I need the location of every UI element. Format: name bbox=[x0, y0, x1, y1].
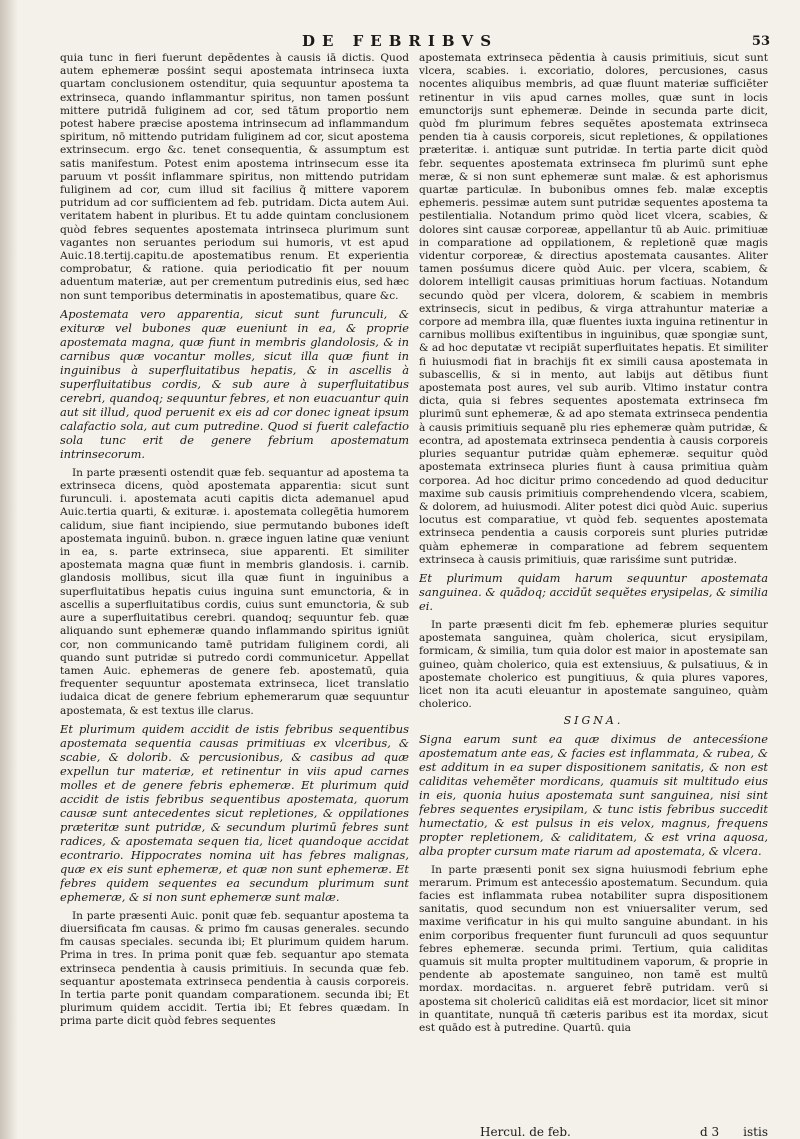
paragraph: Et plurimum quidam harum sequuntur apostemata sanguinea. & quādoq; accidūt sequĕtes erysipelas, & similia ei. bbox=[419, 570, 768, 613]
section-heading: SIGNA. bbox=[563, 714, 624, 728]
paragraph: Apostemata vero apparentia, sicut sunt furunculi, & exituræ vel bubones quæ eueniunt in ea, & proprie apostemata magna, quæ fiunt in membris glandolosis, & in carnibus quæ vocantur molles, sicut illa quæ fiunt in inguinibus à superfluitatibus hepatis, & in ascellis à superfluitatibus cordis, & sub aure à superfluitatibus cerebri, quandoq; sequuntur febres, et non euacuantur quin aut sit illud, quod peruenit ex eis ad cor donec igneat ipsum calafactio sola, aut cum putredine. Quod si fuerit calefactio sola tunc erit de genere febrium apostematum intrinsecorum. bbox=[60, 306, 409, 461]
text-columns bbox=[60, 52, 768, 1099]
paragraph: In parte præsenti ponit sex signa huiusmodi febrium ephe merarum. Primum est antecesśio apostematum. Secundum. quia facies est inflammata rubea notabiliter supra dispositionem sanitatis, quod secundum non est vniuersaliter verum, sed maxime verificatur in his qui multo sanguine abundant. in his enim corporibus frequenter fiunt furunculi ad quos sequuntur febres ephemeræ. secunda primi. Tertium, quia caliditas quamuis sit multa propter multitudinem vaporum, & proprie in pendente ab apostemate sanguineo, non tamĕ est multū mordax. mordacitas. n. argueret febrē putridam. verū si apostema sit cholericū caliditas eiā est mordacior, licet sit minor in quantitate, nunquā tñ cæteris paribus est ita mordax, sicut est quādo est à putredine. Quartū. quia bbox=[419, 863, 768, 1034]
paragraph: In parte præsenti dicit fm feb. ephemeræ pluries sequitur apostemata sanguinea, quàm cholerica, sicut erysipilam, formicam, & similia, tum quia dolor est maior in apostemate san guineo, quàm cholerico, quia est extensiuus, & pulsatiuus, & in apostemate cholerico est pungitiuus, & quia plures vapores, licet non ita acuti eleuantur in apostemate sanguineo, quàm cholerico. bbox=[419, 618, 768, 711]
signature-line: Hercul. de feb. bbox=[480, 1125, 571, 1139]
sheet-mark: d 3 bbox=[700, 1125, 720, 1139]
left-column bbox=[60, 52, 409, 1099]
paragraph: Signa earum sunt ea quæ diximus de antecesśione apostematum ante eas, & facies est inflammata, & rubea, & est additum in ea super dispositionem sanitatis, & non est caliditas vehemĕter mordicans, quamuis sit multitudo eius in eis, quonia huius apostemata sunt sanguinea, nisi sint febres sequentes erysipilam, & tunc istis febribus succedit humectatio, & est pulsus in eis velox, magnus, frequens propter repletionem, & caliditatem, & est vrina aquosa, alba propter cursum mate riarum ad apostemata, & vlcera. bbox=[419, 731, 768, 858]
gutter-shadow bbox=[0, 0, 18, 1139]
paragraph: Et plurimum quidem accidit de istis febribus sequentibus apostemata sequentia causas primitiuas ex vlceribus, & scabie, & dolorib. & percusionibus, & casibus ad quæ expellun tur materiæ, et retinentur in viis apud carnes molles et de genere febris ephemeræ. Et plurimum quid accidit de istis febribus sequentibus apostemata, quorum causæ sunt antecedentes sicut repletiones, & oppilationes præteritæ sunt putridæ, & secundum plurimū febres sunt radices, & apostemata sequen tia, licet quandoque accidat econtrario. Hippocrates nomina uit has febres malignas, quæ ex eis sunt ephemeræ, et quæ non sunt ephemeræ. Et febres quidem sequentes ea secundum plurimum sunt ephemeræ, & si non sunt ephemeræ sunt malæ. bbox=[60, 721, 409, 904]
page-number: 53 bbox=[751, 34, 770, 49]
paragraph: quia tunc in fieri fuerunt depĕdentes à causis iā dictis. Quod autem ephemeræ posśint sequi apostemata intrinseca iuxta quartam conclusionem ostenditur, quia sequuntur apostema ta extrinseca, quando inflammantur spiritus, non tamen posśunt mittere putridā fuliginem ad cor, sed tātum proportio nem potest habere præcise apostema intrinsecum ad inflammandum spiritum, nō mittendo putridam fuliginem ad cor, sicut apostema extrinsecum. ergo &c. tenet consequentia, & assumptum est satis manifestum. Potest enim apostema intrinsecum esse ita paruum vt posśit inflammare spiritus, non mittendo putridam fuliginem ad cor, cum illud sit facilius q̃ mittere vaporem putridum ad cor sufficientem ad feb. putridam. Dicta autem Aui. veritatem habent in pluribus. Et tu adde quintam conclusionem quòd febres sequentes apostemata intrinseca plurimum sunt vagantes non seruantes periodum sui humoris, vt est apud Auic.18.tertij.capitu.de apostematibus renum. Et experientia comprobatur, & ratione. quia periodicatio fit per nouum aduentum materiæ, aut per crementum putredinis eius, sed hæc non sunt temporibus determinatis in apostematibus, quare &c. bbox=[60, 52, 409, 302]
paragraph: In parte præsenti ostendit quæ feb. sequantur ad apostema ta extrinseca dicens, quòd apostemata apparentia: sicut sunt furunculi. i. apostemata acuti capitis dicta ademanuel apud Auic.tertia quarti, & exituræ. i. apostemata collegētia humorem calidum, siue fiant incipiendo, siue permutando bubones ideſt apostemata inguinū. bubon. n. græce inguen latine quæ veniunt in ea, s. parte extrinseca, siue apparenti. Et similiter apostemata magna quæ fiunt in membris glandosis. i. carnib. glandosis mollibus, sicut illa quæ fiunt in inguinibus a superfluitatibus hepatis cuius inguina sunt emunctoria, & in ascellis a superfluitatibus cordis, cuius sunt emunctoria, & sub aure a superfluitatibus cerebri. quandoq; sequuntur feb. quæ aliquando sunt ephemeræ quando inflammando spiritus igniūt cor, non communicando tamē putridam fuliginem cordi, ali quando sunt putridæ si putredo cordi communicetur. Appellat tamen Auic. ephemeras de genere feb. apostematū, quia frequenter sequuntur apostemata extrinseca, licet translatio iudaica dicat de genere febrium ephemerarum quæ sequuntur apostemata, & est textus ille clarus. bbox=[60, 466, 409, 717]
catchword: istis bbox=[743, 1125, 768, 1139]
paragraph: apostemata extrinseca pĕdentia à causis primitiuis, sicut sunt vlcera, scabies. i. excoriatio, dolores, percusiones, casus nocentes aliquibus membris, ad quæ fluunt materiæ sufficiĕter retinentur in viis apud carnes molles, quæ sunt in locis emunctorijs sunt ephemeræ. Deinde in secunda parte dicit, quòd fm plurimum febres sequĕtes apostemata extrinseca penden tia à causis corporeis, sicut repletiones, & oppilationes præteritæ. i. antiquæ sunt putridæ. In tertia parte dicit quòd febr. sequentes apostemata extrinseca fm plurimū sunt ephe meræ, & si non sunt ephemeræ sunt malæ. & est aphorismus quartæ particulæ. In bubonibus omnes feb. malæ exceptis ephemeris. pessimæ autem sunt putridæ sequentes apostema ta pestilentialia. Notandum primo quòd licet vlcera, scabies, & dolores sint causæ corporeæ, appellantur tū ab Auic. primitiuæ in comparatione ad oppilationem, & repletionē quæ magis videntur corporeæ, & directius apostemata causantes. Aliter tamen posśumus dicere quòd Auic. per vlcera, scabiem, & dolorem intelligit causas primitiuas horum factiuas. Notandum secundo quòd per vlcera, dolorem, & scabiem in membris extrinsecis, sicut in pedibus, & virga attrahuntur materiæ a corpore ad membra illa, quæ fluentes iuxta inguina retinentur in carnibus mollibus exiſtentibus in inguinibus, quæ spongiæ sunt, & ad hoc deputatæ vt recipiāt superfluitates hepatis. Et similiter fi huiusmodi fiat in brachijs fit ex simili causa apostemata in subascellis, & si in mento, aut labijs aut dĕtibus fiunt apostemata post aures, vel sub aurib. Vltimo instatur contra dicta, quia si febres sequentes apostemata extrinseca fm plurimū sunt ephemeræ, & ad apo stemata extrinseca pendentia à causis primitiuis sequanē plu ries ephemeræ quàm putridæ, & econtra, ad apostemata extrinseca pendentia à causis corporeis pluries sequantur putridæ quàm ephemeræ. sequitur quòd apostemata extrinseca pluries fiunt à causa primitiua quàm corporea. Ad hoc dicitur primo concedendo ad quod deducitur maxime sub causis primitiuis comprehendendo vlcera, scabiem, & dolorem, ad huiusmodi. Aliter potest dici quòd Auic. superius locutus est comparatiue, vt quòd feb. sequentes apostemata extrinseca pendentia a causis corporeis sunt pluries putridæ quàm ephemeræ in comparatione ad febrem sequentem extrinseca à causis primitiuis, quæ rarisśime sunt putridæ. bbox=[419, 52, 768, 566]
right-column bbox=[419, 52, 768, 1099]
running-head: DE FEBRIBVS bbox=[301, 32, 499, 50]
paragraph: In parte præsenti Auic. ponit quæ feb. sequantur apostema ta diuersificata fm causas. & primo fm causas generales. secundo fm causas speciales. secunda ibi; Et plurimum quidem harum. Prima in tres. In prima ponit quæ feb. sequantur apo stemata extrinseca pendentia à causis primitiuis. In secunda quæ feb. sequantur apostemata extrinseca pendentia à causis corporeis. In tertia parte ponit quandam comparationem. secunda ibi; Et plurimum quidem accidit. Tertia ibi; Et febres quædam. In prima parte dicit quòd febres sequentes bbox=[60, 909, 409, 1028]
